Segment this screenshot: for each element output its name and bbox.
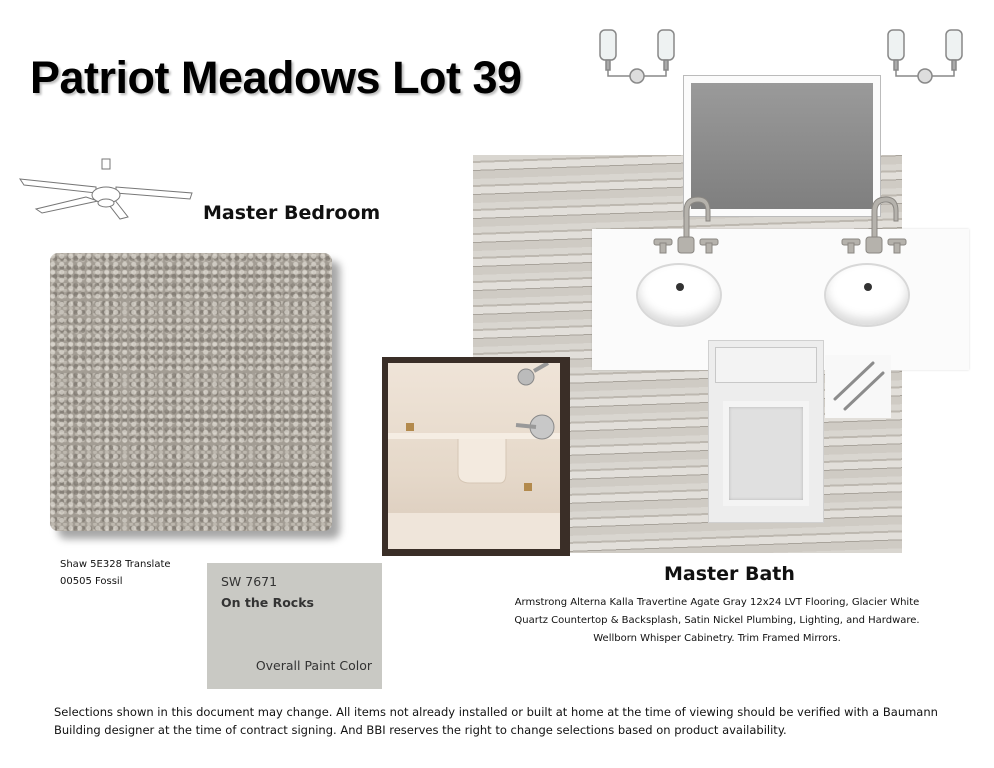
vanity-light-icon (884, 26, 966, 96)
paint-swatch (207, 563, 382, 689)
page-title: Patriot Meadows Lot 39 (30, 52, 522, 103)
disclaimer-text: Selections shown in this document may change. All items not already installed or built at home at the time of viewing should be verified with a Baumann Building designer at the time of contract signing. And BBI reserves the right to change selections based on product availability. (54, 705, 938, 737)
paint-code: SW 7671 (221, 574, 278, 589)
drawer-front (715, 347, 817, 383)
paint-use-label: Overall Paint Color (255, 658, 372, 673)
vanity-light-icon (596, 26, 678, 96)
shower-enclosure (388, 363, 560, 549)
faucet-icon (650, 193, 722, 263)
bath-description: Armstrong Alterna Kalla Travertine Agate Gray 12x24 LVT Flooring, Glacier White Quartz Countertop & Backsplash, Satin Nickel Plumbing, Lighting, and Hardware. Wellborn Whisper Cabinetry. Trim Framed Mirrors. (514, 597, 920, 644)
cabinet-door (723, 401, 809, 506)
shower-surround (382, 357, 570, 556)
ceiling-fan-icon (16, 157, 196, 221)
carpet-caption: Shaw 5E328 Translate 00505 Fossil (60, 559, 171, 587)
master-bedroom-heading: Master Bedroom (203, 202, 381, 224)
cabinet-door-sample (708, 340, 824, 523)
master-bath-heading: Master Bath (664, 563, 795, 585)
carpet-swatch (50, 253, 332, 531)
undermount-sink (824, 263, 910, 327)
mirror-glass (691, 83, 873, 209)
undermount-sink (636, 263, 722, 327)
cabinet-pull-icon (825, 355, 891, 418)
paint-name: On the Rocks (221, 595, 314, 610)
faucet-icon (838, 193, 910, 263)
